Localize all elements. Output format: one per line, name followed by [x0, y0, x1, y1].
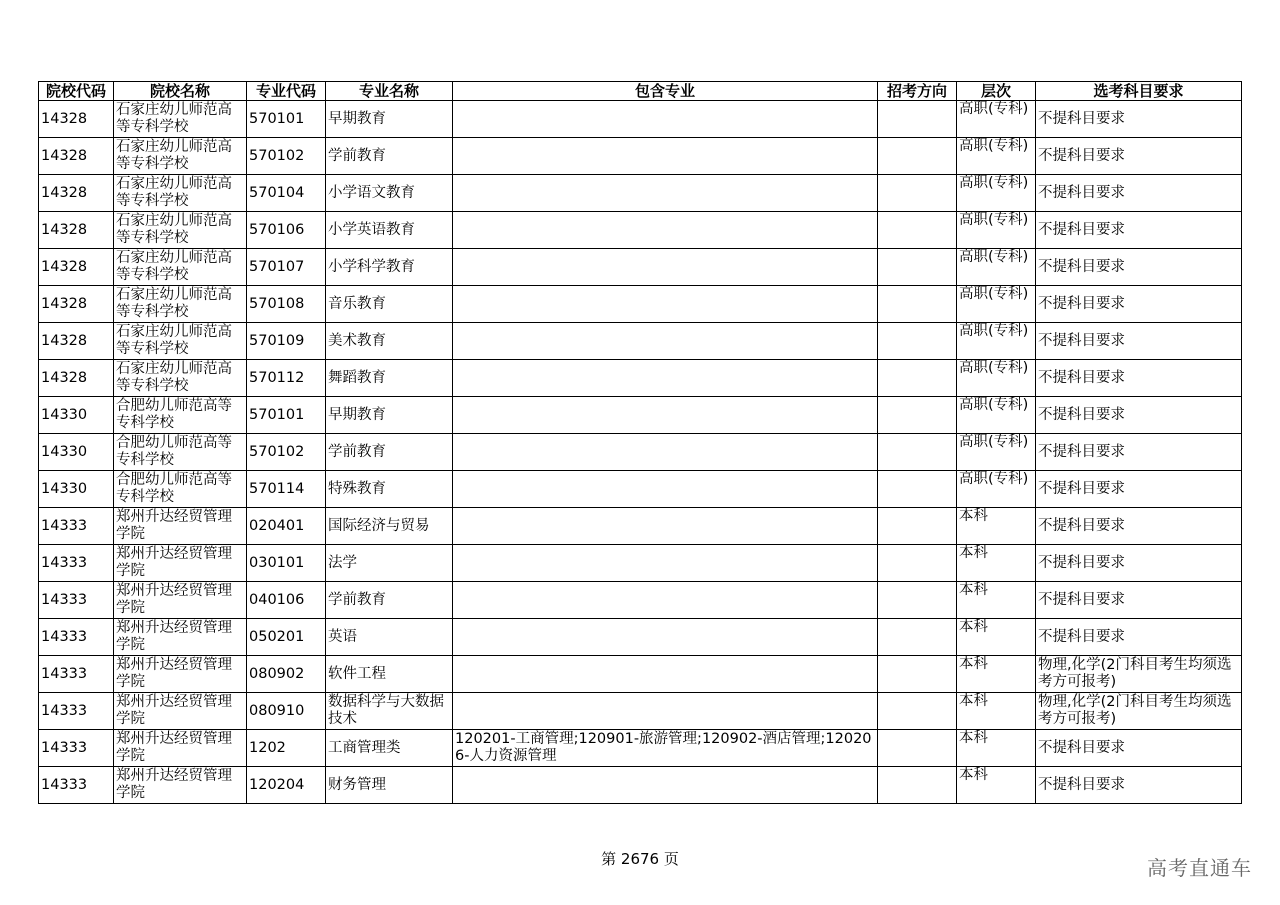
header-school-code: 院校代码: [39, 82, 114, 101]
cell-school-code: 14328: [39, 212, 114, 249]
header-subject-requirement: 选考科目要求: [1036, 82, 1242, 101]
cell-subject-requirement: 不提科目要求: [1036, 286, 1242, 323]
cell-major-name: 早期教育: [326, 101, 453, 138]
cell-included-majors: [453, 286, 878, 323]
cell-school-code: 14333: [39, 656, 114, 693]
table-row: [39, 434, 1242, 471]
cell-major-name: 舞蹈教育: [326, 360, 453, 397]
table-row: [39, 212, 1242, 249]
table-row: [39, 101, 1242, 138]
table-header-row: [39, 82, 1242, 101]
cell-included-majors: [453, 471, 878, 508]
cell-included-majors: [453, 582, 878, 619]
cell-subject-requirement: 不提科目要求: [1036, 175, 1242, 212]
admission-table: [38, 81, 1242, 804]
cell-major-name: 法学: [326, 545, 453, 582]
cell-included-majors: [453, 767, 878, 804]
cell-direction: [878, 138, 957, 175]
table-row: [39, 693, 1242, 730]
cell-major-code: 570102: [247, 138, 326, 175]
cell-school-code: 14333: [39, 730, 114, 767]
cell-level: 本科: [957, 508, 1036, 545]
cell-school-name: 石家庄幼儿师范高等专科学校: [114, 249, 247, 286]
cell-subject-requirement: 物理,化学(2门科目考生均须选考方可报考): [1036, 693, 1242, 730]
header-level: 层次: [957, 82, 1036, 101]
cell-included-majors: [453, 323, 878, 360]
cell-included-majors: [453, 545, 878, 582]
cell-school-name: 合肥幼儿师范高等专科学校: [114, 471, 247, 508]
cell-school-code: 14333: [39, 582, 114, 619]
cell-level: 高职(专科): [957, 286, 1036, 323]
cell-major-name: 英语: [326, 619, 453, 656]
table-row: [39, 397, 1242, 434]
cell-school-code: 14328: [39, 249, 114, 286]
table-row: [39, 767, 1242, 804]
cell-major-code: 570104: [247, 175, 326, 212]
cell-included-majors: [453, 508, 878, 545]
cell-major-code: 570101: [247, 101, 326, 138]
cell-school-code: 14333: [39, 508, 114, 545]
cell-level: 本科: [957, 545, 1036, 582]
cell-included-majors: [453, 397, 878, 434]
cell-major-name: 数据科学与大数据技术: [326, 693, 453, 730]
cell-major-name: 学前教育: [326, 434, 453, 471]
cell-subject-requirement: 不提科目要求: [1036, 619, 1242, 656]
cell-major-name: 小学英语教育: [326, 212, 453, 249]
cell-major-name: 美术教育: [326, 323, 453, 360]
cell-major-code: 050201: [247, 619, 326, 656]
cell-direction: [878, 249, 957, 286]
cell-major-name: 学前教育: [326, 138, 453, 175]
cell-major-code: 570114: [247, 471, 326, 508]
cell-major-code: 080910: [247, 693, 326, 730]
cell-school-code: 14330: [39, 471, 114, 508]
table-row: [39, 508, 1242, 545]
cell-major-name: 学前教育: [326, 582, 453, 619]
cell-level: 高职(专科): [957, 360, 1036, 397]
table-row: [39, 138, 1242, 175]
cell-level: 高职(专科): [957, 212, 1036, 249]
cell-school-code: 14333: [39, 767, 114, 804]
cell-level: 本科: [957, 730, 1036, 767]
header-school-name: 院校名称: [114, 82, 247, 101]
cell-subject-requirement: 不提科目要求: [1036, 249, 1242, 286]
table-row: [39, 286, 1242, 323]
cell-major-code: 040106: [247, 582, 326, 619]
cell-level: 高职(专科): [957, 101, 1036, 138]
cell-level: 本科: [957, 693, 1036, 730]
cell-direction: [878, 323, 957, 360]
table-row: [39, 323, 1242, 360]
cell-subject-requirement: 不提科目要求: [1036, 360, 1242, 397]
cell-direction: [878, 434, 957, 471]
cell-direction: [878, 360, 957, 397]
cell-direction: [878, 508, 957, 545]
cell-level: 本科: [957, 767, 1036, 804]
cell-level: 高职(专科): [957, 138, 1036, 175]
cell-school-name: 合肥幼儿师范高等专科学校: [114, 397, 247, 434]
header-major-code: 专业代码: [247, 82, 326, 101]
cell-school-name: 郑州升达经贸管理学院: [114, 656, 247, 693]
cell-school-name: 石家庄幼儿师范高等专科学校: [114, 212, 247, 249]
cell-included-majors: [453, 175, 878, 212]
cell-included-majors: [453, 212, 878, 249]
cell-major-code: 570106: [247, 212, 326, 249]
cell-included-majors: [453, 360, 878, 397]
cell-subject-requirement: 不提科目要求: [1036, 767, 1242, 804]
cell-direction: [878, 693, 957, 730]
cell-school-code: 14333: [39, 693, 114, 730]
cell-major-code: 570107: [247, 249, 326, 286]
cell-major-code: 570112: [247, 360, 326, 397]
cell-included-majors: [453, 138, 878, 175]
cell-school-code: 14328: [39, 323, 114, 360]
cell-major-name: 音乐教育: [326, 286, 453, 323]
cell-school-code: 14330: [39, 397, 114, 434]
cell-school-code: 14328: [39, 101, 114, 138]
cell-direction: [878, 397, 957, 434]
cell-school-name: 郑州升达经贸管理学院: [114, 730, 247, 767]
header-major-name: 专业名称: [326, 82, 453, 101]
cell-level: 高职(专科): [957, 397, 1036, 434]
cell-direction: [878, 286, 957, 323]
cell-school-name: 郑州升达经贸管理学院: [114, 619, 247, 656]
cell-level: 高职(专科): [957, 434, 1036, 471]
cell-school-name: 合肥幼儿师范高等专科学校: [114, 434, 247, 471]
cell-subject-requirement: 不提科目要求: [1036, 545, 1242, 582]
cell-school-name: 郑州升达经贸管理学院: [114, 767, 247, 804]
table-row: [39, 360, 1242, 397]
table-row: [39, 175, 1242, 212]
cell-major-code: 570102: [247, 434, 326, 471]
cell-major-code: 120204: [247, 767, 326, 804]
cell-major-code: 570101: [247, 397, 326, 434]
cell-direction: [878, 730, 957, 767]
cell-school-name: 石家庄幼儿师范高等专科学校: [114, 101, 247, 138]
cell-school-code: 14328: [39, 360, 114, 397]
cell-subject-requirement: 不提科目要求: [1036, 397, 1242, 434]
cell-major-name: 财务管理: [326, 767, 453, 804]
cell-subject-requirement: 不提科目要求: [1036, 138, 1242, 175]
cell-included-majors: [453, 434, 878, 471]
cell-direction: [878, 767, 957, 804]
cell-major-name: 早期教育: [326, 397, 453, 434]
cell-school-code: 14330: [39, 434, 114, 471]
cell-included-majors: [453, 656, 878, 693]
cell-direction: [878, 175, 957, 212]
table-row: [39, 249, 1242, 286]
cell-school-code: 14333: [39, 545, 114, 582]
cell-major-name: 国际经济与贸易: [326, 508, 453, 545]
cell-school-name: 郑州升达经贸管理学院: [114, 508, 247, 545]
cell-subject-requirement: 不提科目要求: [1036, 471, 1242, 508]
cell-school-code: 14328: [39, 175, 114, 212]
cell-major-name: 特殊教育: [326, 471, 453, 508]
cell-major-code: 1202: [247, 730, 326, 767]
cell-major-name: 小学科学教育: [326, 249, 453, 286]
table-row: [39, 471, 1242, 508]
cell-direction: [878, 212, 957, 249]
cell-subject-requirement: 不提科目要求: [1036, 434, 1242, 471]
table-row: [39, 545, 1242, 582]
cell-school-code: 14333: [39, 619, 114, 656]
cell-school-name: 郑州升达经贸管理学院: [114, 582, 247, 619]
cell-included-majors: [453, 249, 878, 286]
header-included-majors: 包含专业: [453, 82, 878, 101]
cell-level: 本科: [957, 656, 1036, 693]
cell-level: 高职(专科): [957, 249, 1036, 286]
cell-major-name: 小学语文教育: [326, 175, 453, 212]
cell-level: 本科: [957, 619, 1036, 656]
cell-major-code: 570109: [247, 323, 326, 360]
cell-major-name: 工商管理类: [326, 730, 453, 767]
cell-major-code: 030101: [247, 545, 326, 582]
cell-direction: [878, 656, 957, 693]
cell-major-code: 020401: [247, 508, 326, 545]
cell-school-name: 石家庄幼儿师范高等专科学校: [114, 138, 247, 175]
cell-included-majors: [453, 693, 878, 730]
cell-included-majors: 120201-工商管理;120901-旅游管理;120902-酒店管理;120206-人力资源管理: [453, 730, 878, 767]
cell-included-majors: [453, 101, 878, 138]
cell-subject-requirement: 不提科目要求: [1036, 212, 1242, 249]
cell-school-name: 石家庄幼儿师范高等专科学校: [114, 323, 247, 360]
cell-level: 高职(专科): [957, 471, 1036, 508]
table-row: [39, 730, 1242, 767]
cell-level: 高职(专科): [957, 175, 1036, 212]
cell-subject-requirement: 不提科目要求: [1036, 323, 1242, 360]
table-row: [39, 619, 1242, 656]
cell-school-name: 石家庄幼儿师范高等专科学校: [114, 360, 247, 397]
cell-level: 本科: [957, 582, 1036, 619]
cell-major-name: 软件工程: [326, 656, 453, 693]
cell-direction: [878, 545, 957, 582]
page-number: 第 2676 页: [601, 850, 679, 868]
cell-subject-requirement: 不提科目要求: [1036, 101, 1242, 138]
cell-subject-requirement: 物理,化学(2门科目考生均须选考方可报考): [1036, 656, 1242, 693]
cell-school-name: 石家庄幼儿师范高等专科学校: [114, 286, 247, 323]
table-row: [39, 582, 1242, 619]
cell-direction: [878, 619, 957, 656]
cell-included-majors: [453, 619, 878, 656]
cell-school-code: 14328: [39, 138, 114, 175]
cell-direction: [878, 582, 957, 619]
cell-school-name: 郑州升达经贸管理学院: [114, 545, 247, 582]
cell-direction: [878, 471, 957, 508]
cell-major-code: 570108: [247, 286, 326, 323]
cell-level: 高职(专科): [957, 323, 1036, 360]
cell-subject-requirement: 不提科目要求: [1036, 582, 1242, 619]
cell-school-code: 14328: [39, 286, 114, 323]
table-row: [39, 656, 1242, 693]
cell-subject-requirement: 不提科目要求: [1036, 508, 1242, 545]
cell-major-code: 080902: [247, 656, 326, 693]
header-direction: 招考方向: [878, 82, 957, 101]
cell-school-name: 郑州升达经贸管理学院: [114, 693, 247, 730]
watermark: 高考直通车: [1147, 856, 1252, 880]
cell-subject-requirement: 不提科目要求: [1036, 730, 1242, 767]
cell-direction: [878, 101, 957, 138]
cell-school-name: 石家庄幼儿师范高等专科学校: [114, 175, 247, 212]
